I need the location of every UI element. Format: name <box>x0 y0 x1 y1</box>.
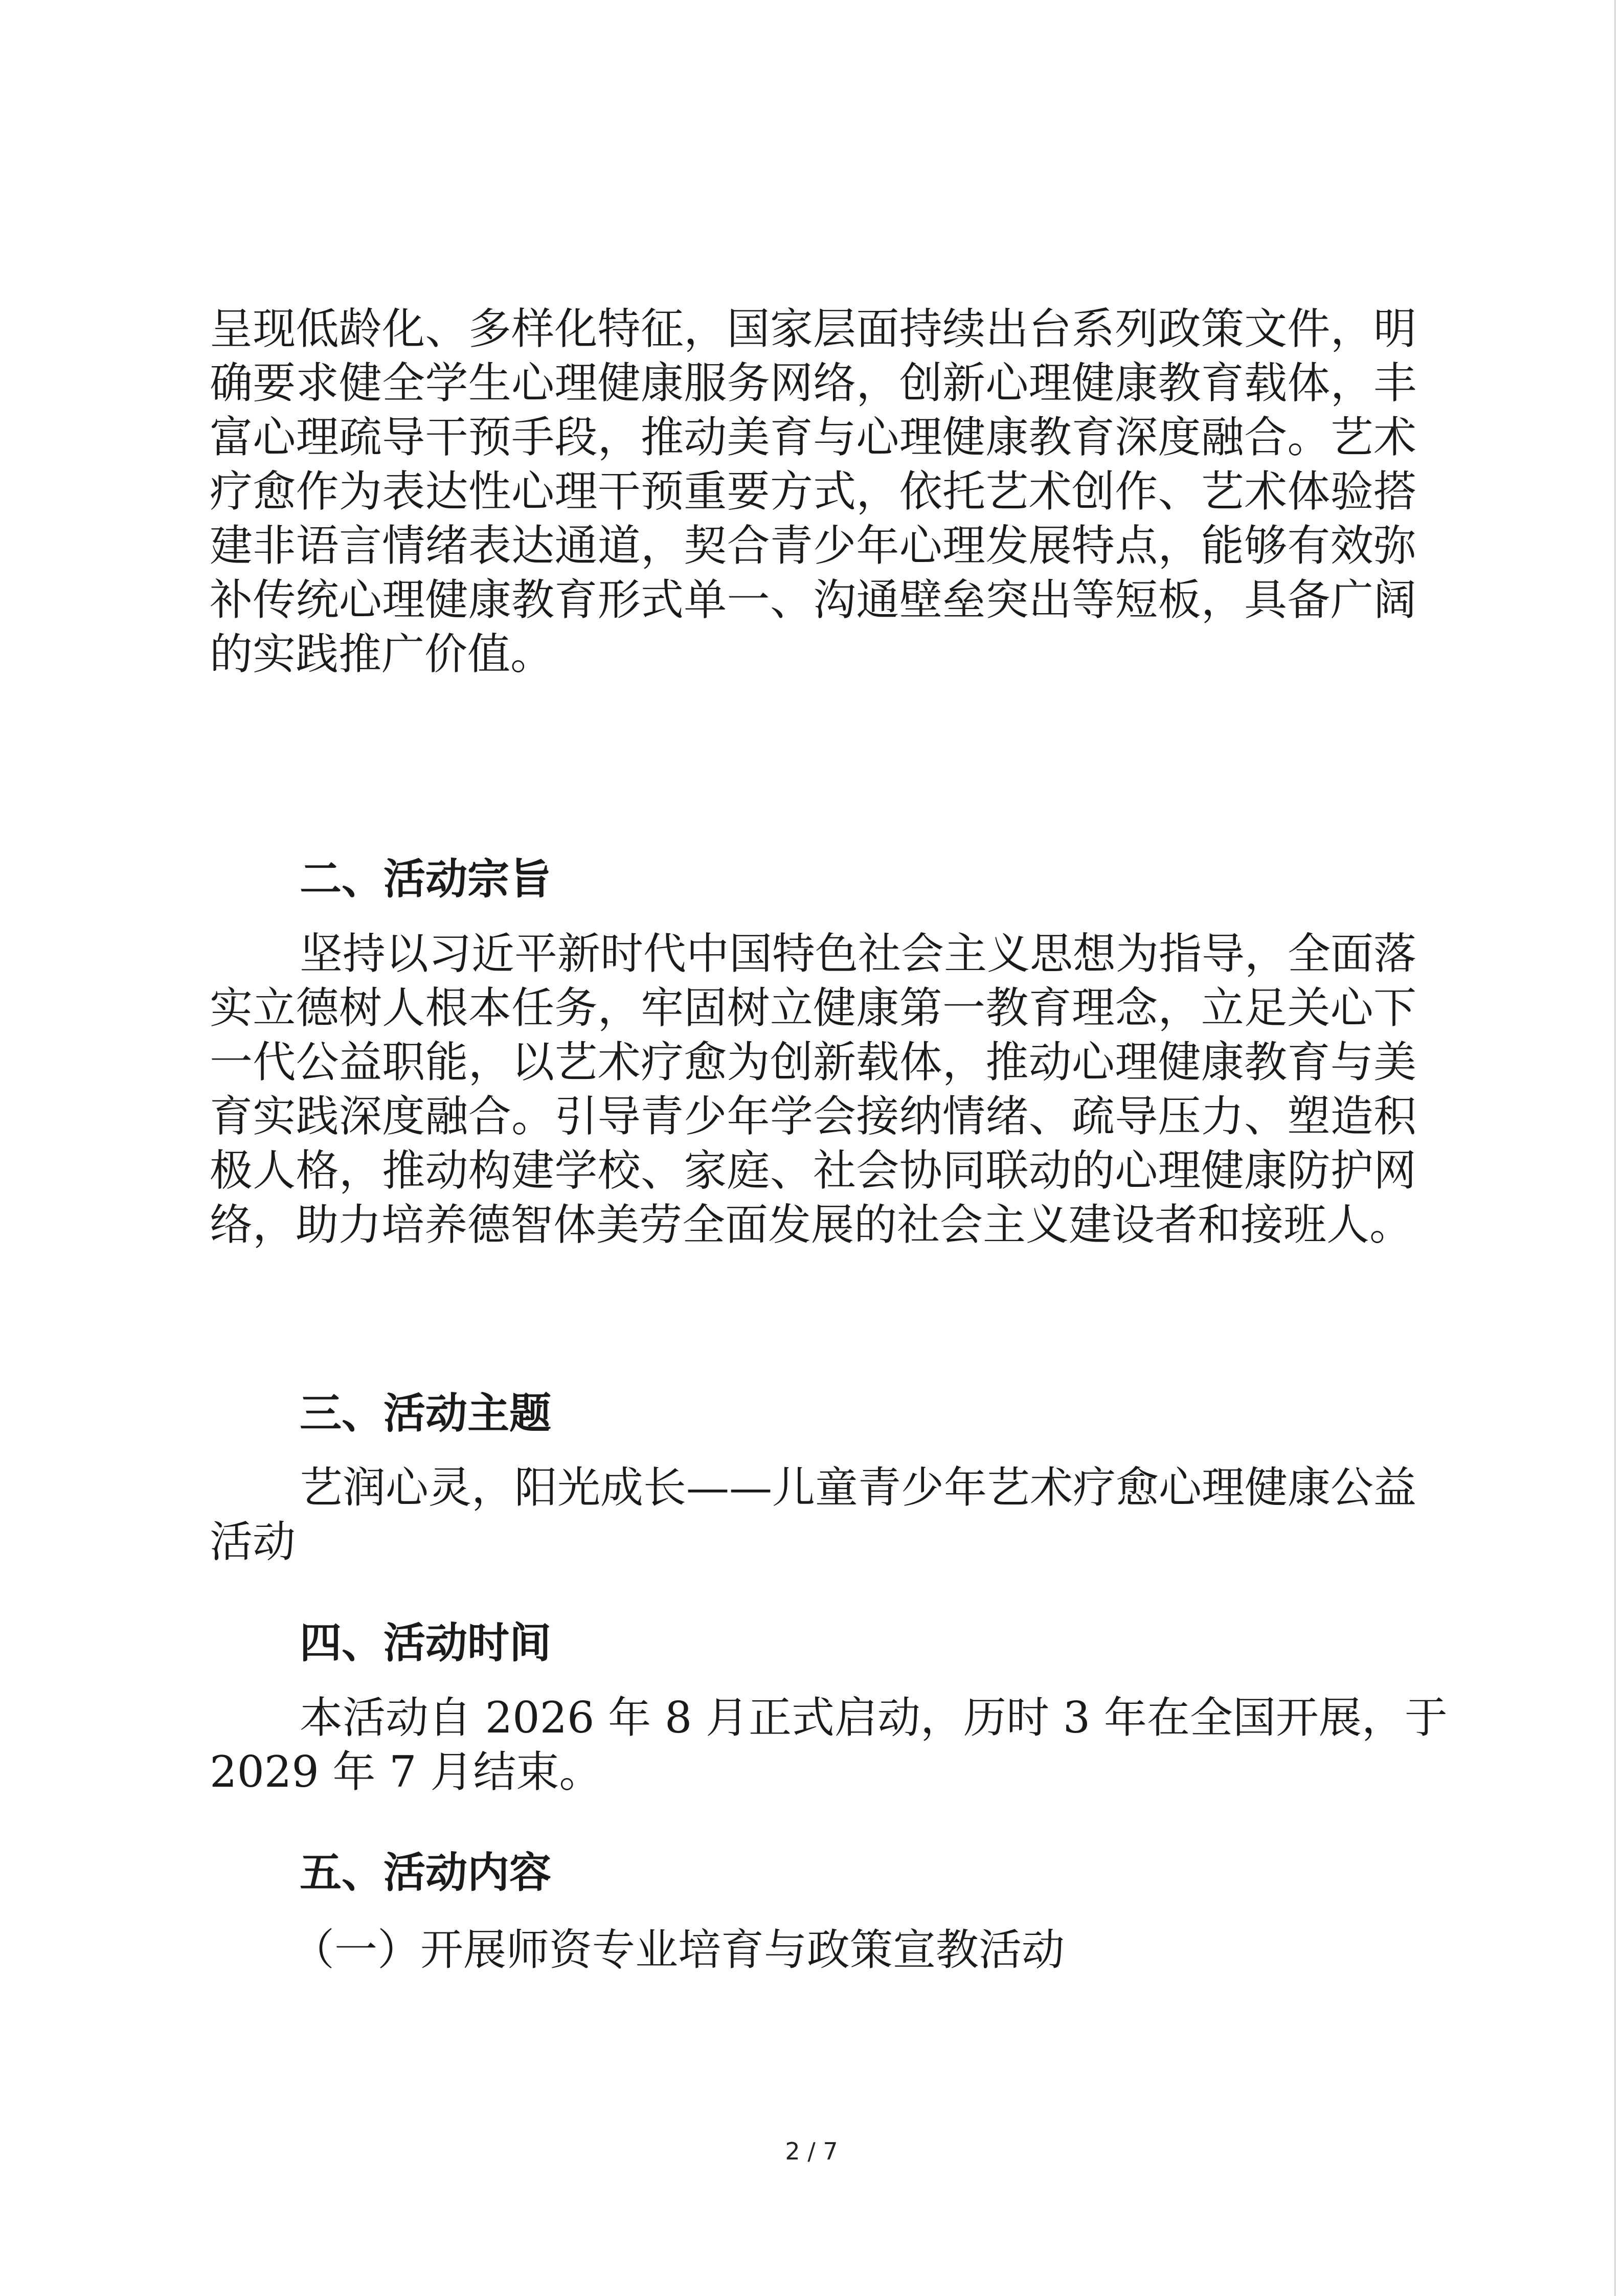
intro-line-3: 富心理疏导干预手段，推动美育与心理健康教育深度融合。艺术 <box>210 412 1416 462</box>
intro-line-4: 疗愈作为表达性心理干预重要方式，依托艺术创作、艺术体验搭 <box>210 466 1416 516</box>
intro-line-6: 补传统心理健康教育形式单一、沟通壁垒突出等短板，具备广阔 <box>210 575 1416 625</box>
page-number: 2 / 7 <box>785 2137 838 2165</box>
section-2-line-4: 育实践深度融合。引导青少年学会接纳情绪、疏导压力、塑造积 <box>210 1091 1416 1141</box>
section-3-heading: 三、活动主题 <box>300 1389 552 1438</box>
intro-line-5: 建非语言情绪表达通道，契合青少年心理发展特点，能够有效弥 <box>210 521 1416 571</box>
intro-line-1: 呈现低龄化、多样化特征，国家层面持续出台系列政策文件，明 <box>210 304 1416 354</box>
section-3-paragraph <box>210 1460 1416 1569</box>
section-2-paragraph <box>210 927 1416 1252</box>
section-3-line-2: 活动 <box>210 1517 296 1567</box>
section-4-heading: 四、活动时间 <box>300 1619 552 1668</box>
section-5-heading: 五、活动内容 <box>300 1849 552 1897</box>
section-2-line-5: 极人格，推动构建学校、家庭、社会协同联动的心理健康防护网 <box>210 1145 1416 1196</box>
intro-line-2: 确要求健全学生心理健康服务网络，创新心理健康教育载体，丰 <box>210 358 1416 408</box>
scan-edge-line <box>1614 0 1616 2296</box>
section-2-line-1: 坚持以习近平新时代中国特色社会主义思想为指导，全面落 <box>300 929 1417 979</box>
section-4-line-2: 2029 年 7 月结束。 <box>210 1747 602 1797</box>
section-2-line-6: 络，助力培养德智体美劳全面发展的社会主义建设者和接班人。 <box>210 1200 1413 1250</box>
intro-paragraph <box>210 302 1416 681</box>
section-4-paragraph <box>210 1691 1448 1799</box>
section-2-heading: 二、活动宗旨 <box>300 855 552 904</box>
section-4-line-1: 本活动自 2026 年 8 月正式启动，历时 3 年在全国开展，于 <box>300 1693 1448 1743</box>
section-5-subheading: （一）开展师资专业培育与政策宣教活动 <box>291 1925 1065 1975</box>
section-2-line-2: 实立德树人根本任务，牢固树立健康第一教育理念，立足关心下 <box>210 983 1416 1033</box>
section-3-line-1: 艺润心灵，阳光成长——儿童青少年艺术疗愈心理健康公益 <box>300 1462 1417 1513</box>
section-2-line-3: 一代公益职能，以艺术疗愈为创新载体，推动心理健康教育与美 <box>210 1037 1416 1087</box>
intro-line-7: 的实践推广价值。 <box>210 629 554 679</box>
